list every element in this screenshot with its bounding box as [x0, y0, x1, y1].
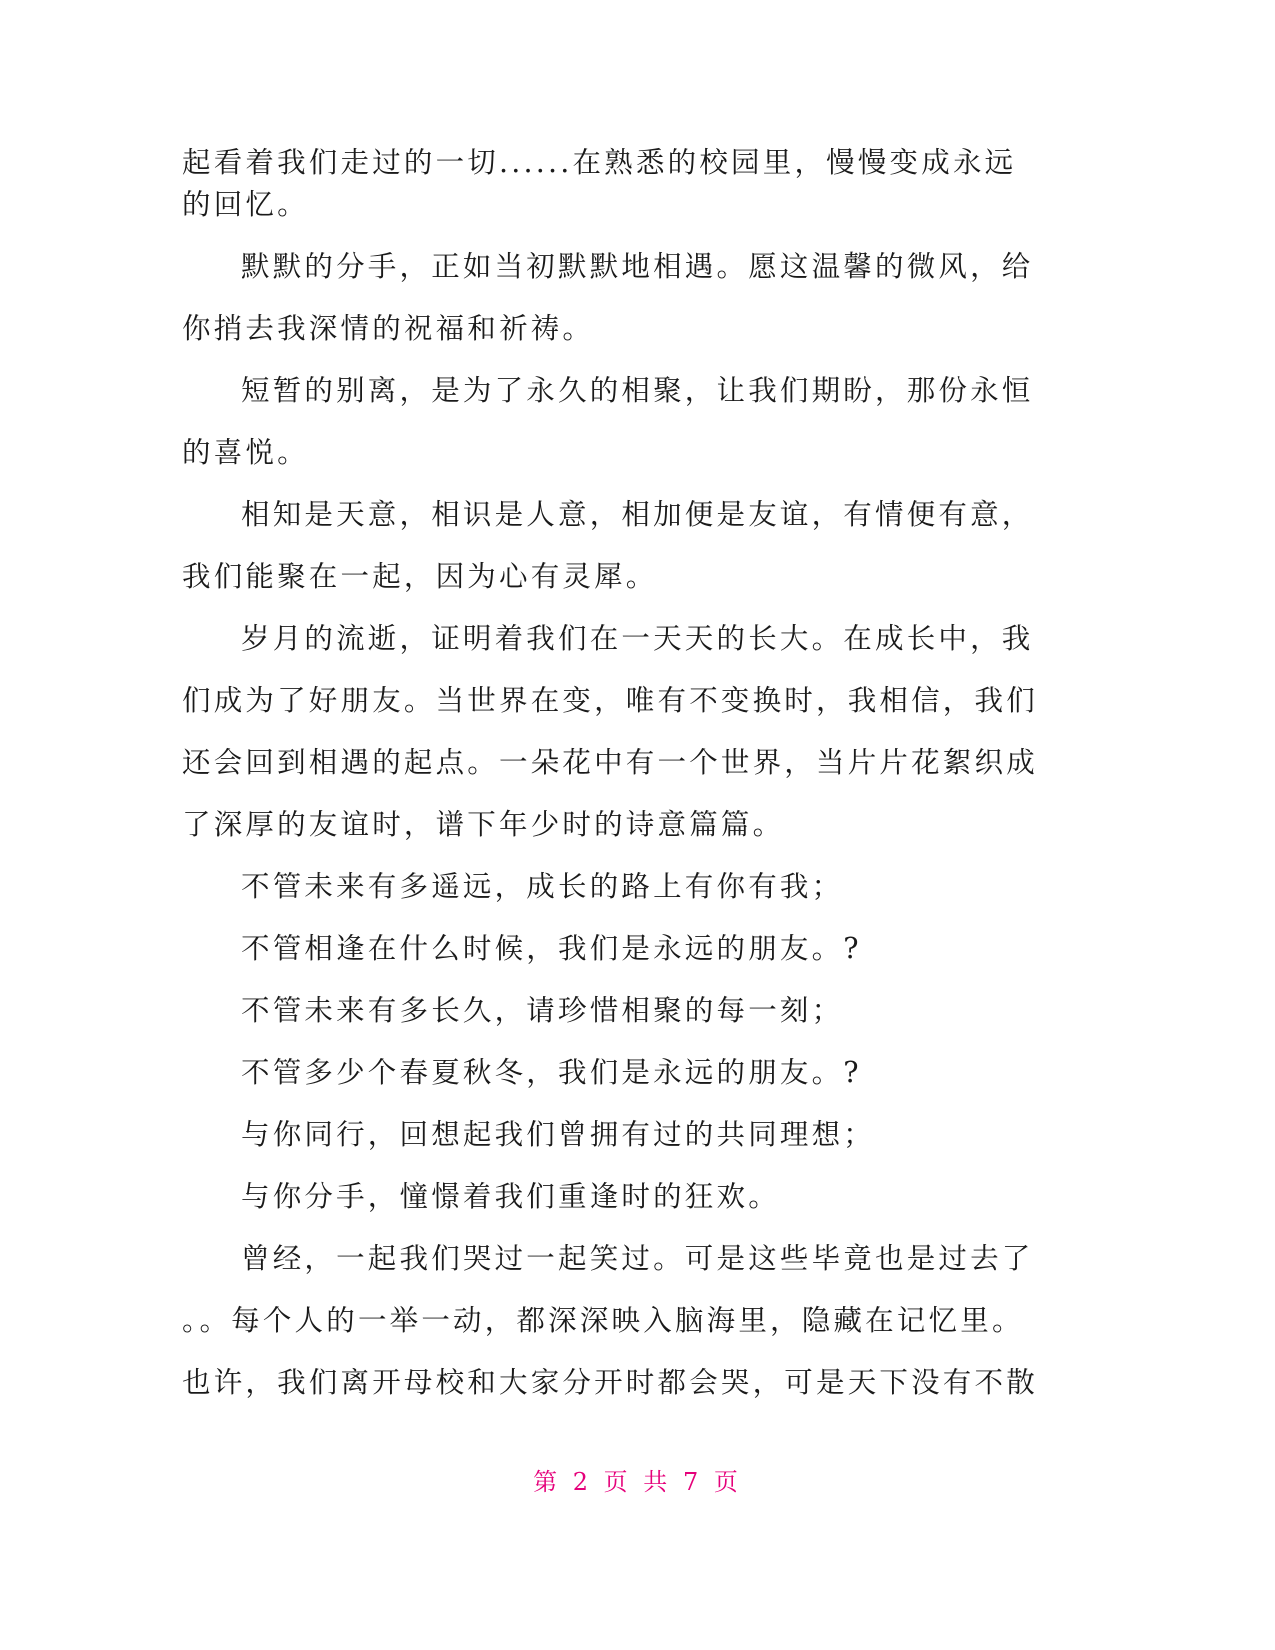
text-line: 你捎去我深情的祝福和祈祷。 — [182, 312, 595, 345]
text-line: 岁月的流逝，证明着我们在一天天的长大。在成长中，我 — [241, 622, 1034, 655]
text-line: 。。每个人的一举一动，都深深映入脑海里，隐藏在记忆里。 — [182, 1304, 1024, 1337]
text-line: 起看着我们走过的一切......在熟悉的校园里，慢慢变成永远 — [182, 146, 1017, 179]
document-body — [182, 142, 1052, 1404]
text-line: 短暂的别离，是为了永久的相聚，让我们期盼，那份永恒 — [241, 374, 1034, 407]
text-line: 也许，我们离开母校和大家分开时都会哭，可是天下没有不散 — [182, 1366, 1038, 1399]
text-line: 我们能聚在一起，因为心有灵犀。 — [182, 560, 658, 593]
text-line: 的回忆。 — [182, 188, 309, 221]
text-line: 的喜悦。 — [182, 436, 309, 469]
text-line: 不管多少个春夏秋冬，我们是永远的朋友。? — [241, 1056, 862, 1089]
text-line: 们成为了好朋友。当世界在变，唯有不变换时，我相信，我们 — [182, 684, 1038, 717]
page-number-footer — [0, 1462, 1275, 1497]
text-line: 还会回到相遇的起点。一朵花中有一个世界，当片片花絮织成 — [182, 746, 1038, 779]
text-line: 不管相逢在什么时候，我们是永远的朋友。? — [241, 932, 862, 965]
text-line: 与你同行，回想起我们曾拥有过的共同理想； — [241, 1118, 876, 1151]
text-line: 与你分手，憧憬着我们重逢时的狂欢。 — [241, 1180, 780, 1213]
text-line: 不管未来有多遥远，成长的路上有你有我； — [241, 870, 844, 903]
text-line: 了深厚的友谊时，谱下年少时的诗意篇篇。 — [182, 808, 785, 841]
text-line: 曾经，一起我们哭过一起笑过。可是这些毕竟也是过去了 — [241, 1242, 1034, 1275]
text-line: 相知是天意，相识是人意，相加便是友谊，有情便有意， — [241, 498, 1034, 531]
text-line: 不管未来有多长久，请珍惜相聚的每一刻； — [241, 994, 844, 1027]
page-number-label: 第 2 页 共 7 页 — [533, 1468, 742, 1496]
text-line: 默默的分手，正如当初默默地相遇。愿这温馨的微风，给 — [241, 250, 1034, 283]
